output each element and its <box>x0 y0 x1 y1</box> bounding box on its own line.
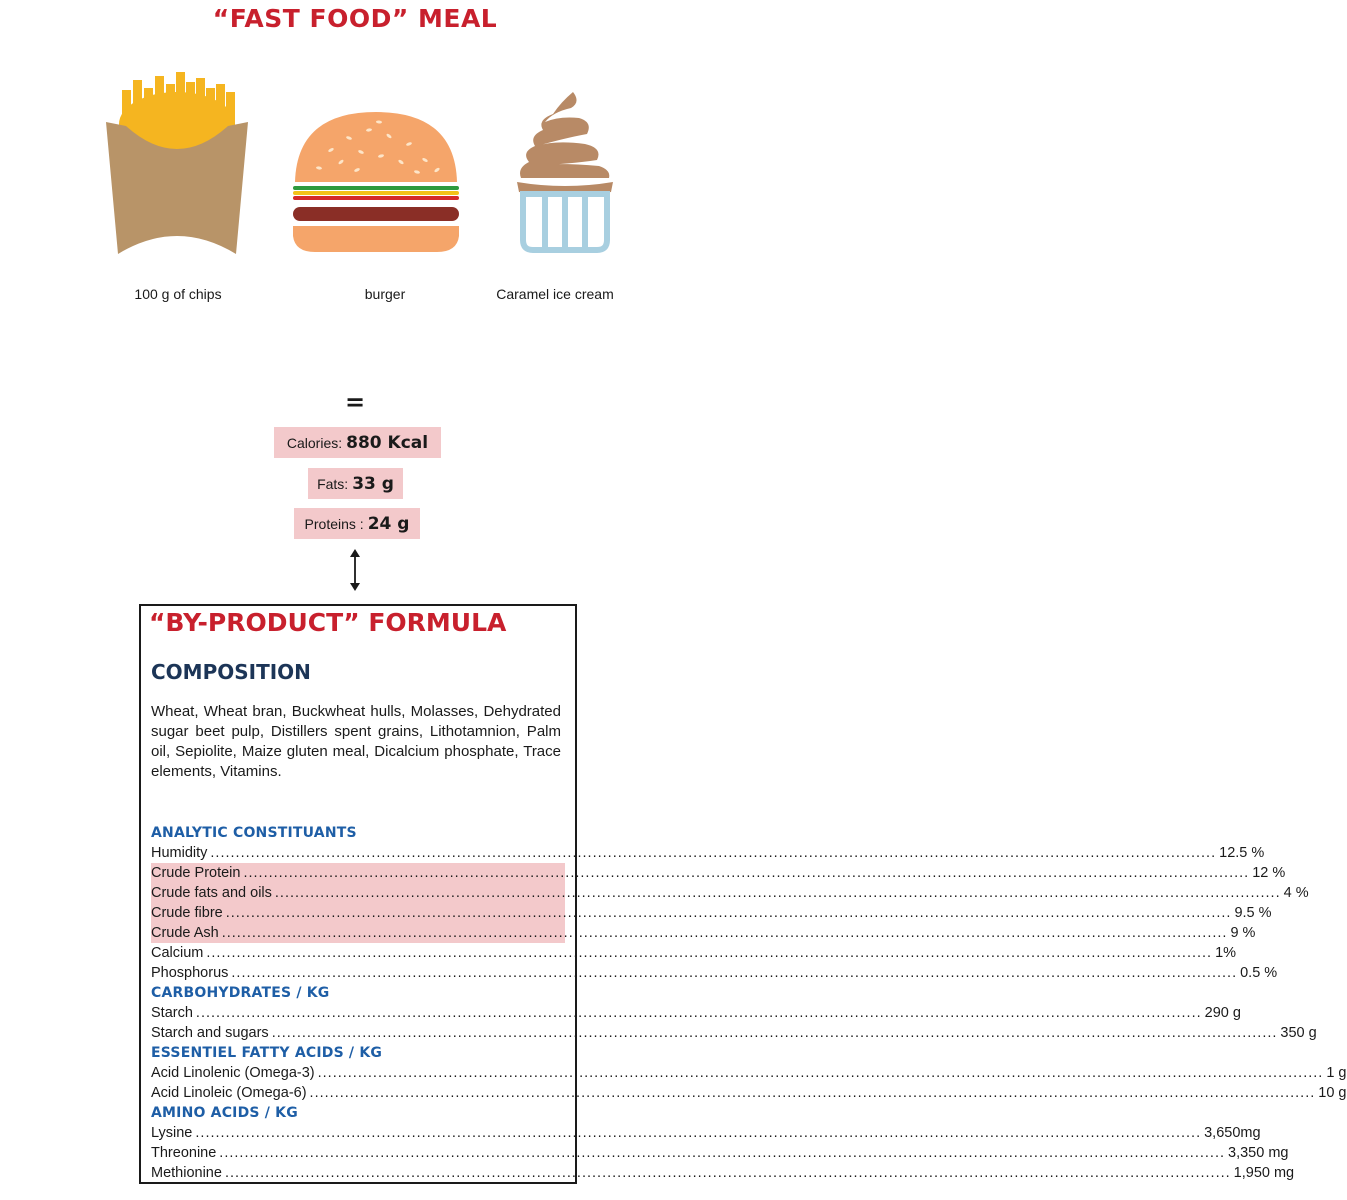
constituent-label: Threonine <box>151 1145 217 1161</box>
dot-leader: ........................................................................................................................................................................................................ <box>219 1145 1226 1161</box>
constituent-row <box>151 883 1309 903</box>
constituent-label: Acid Linolenic (Omega-3) <box>151 1065 315 1081</box>
constituent-label: Acid Linoleic (Omega-6) <box>151 1085 307 1101</box>
calories-label: Calories: <box>286 434 343 451</box>
dot-leader: ........................................................................................................................................................................................................ <box>274 885 1281 901</box>
constituent-value: 12.5 % <box>1219 845 1265 861</box>
constituent-label: Methionine <box>151 1165 222 1181</box>
constituent-label: Calcium <box>151 945 204 961</box>
dot-leader: ........................................................................................................................................................................................................ <box>231 965 1238 981</box>
constituent-row <box>151 1023 1317 1043</box>
dot-leader: ........................................................................................................................................................................................................ <box>210 845 1217 861</box>
constituent-value: 3,650mg <box>1204 1125 1261 1141</box>
equals-sign: = <box>344 388 366 416</box>
dot-leader: ........................................................................................................................................................................................................ <box>271 1025 1278 1041</box>
fries-icon <box>100 68 250 258</box>
burger-icon <box>291 110 461 255</box>
section-heading: CARBOHYDRATES / KG <box>151 985 330 1001</box>
double-arrow-icon <box>348 548 362 592</box>
constituent-row <box>151 963 1278 983</box>
constituent-row <box>151 843 1265 863</box>
section-heading: ANALYTIC CONSTITUANTS <box>151 825 357 841</box>
section-heading: AMINO ACIDS / KG <box>151 1105 298 1121</box>
proteins-value: 24 g <box>367 513 410 534</box>
food-label-ice-cream: Caramel ice cream <box>496 286 614 302</box>
constituent-label: Starch and sugars <box>151 1025 269 1041</box>
constituent-row <box>151 1143 1289 1163</box>
constituent-row <box>151 1063 1347 1083</box>
constituent-row <box>151 1123 1261 1143</box>
formula-title: “BY-PRODUCT” FORMULA <box>149 608 507 637</box>
ice-cream-icon <box>515 90 615 255</box>
dot-leader: ........................................................................................................................................................................................................ <box>195 1125 1202 1141</box>
fats-label: Fats: <box>317 475 349 492</box>
composition-text: Wheat, Wheat bran, Buckwheat hulls, Molasses, Dehydrated sugar beet pulp, Distillers spent grains, Lithotamnion, Palm oil, Sepiolite, Maize gluten meal, Dicalcium phosphate, Trace elements, Vitamins. <box>151 703 561 780</box>
fats-badge <box>308 468 403 499</box>
constituent-label: Crude Ash <box>151 925 219 941</box>
food-label-chips: 100 g of chips <box>134 286 222 302</box>
dot-leader: ........................................................................................................................................................................................................ <box>225 905 1232 921</box>
constituent-row <box>151 943 1237 963</box>
calories-value: 880 Kcal <box>346 432 429 453</box>
food-label-burger: burger <box>364 286 406 302</box>
constituent-value: 12 % <box>1252 865 1286 881</box>
constituent-row <box>151 863 1286 883</box>
constituent-row <box>151 1083 1347 1103</box>
constituent-value: 9 % <box>1230 925 1256 941</box>
constituent-row <box>151 923 1256 943</box>
constituent-label: Phosphorus <box>151 965 229 981</box>
constituent-value: 3,350 mg <box>1228 1145 1289 1161</box>
proteins-badge <box>294 508 420 539</box>
constituent-label: Crude fats and oils <box>151 885 272 901</box>
constituent-label: Crude Protein <box>151 865 241 881</box>
constituent-label: Starch <box>151 1005 193 1021</box>
constituent-value: 350 g <box>1280 1025 1317 1041</box>
constituent-label: Humidity <box>151 845 208 861</box>
constituent-value: 9.5 % <box>1234 905 1272 921</box>
dot-leader: ........................................................................................................................................................................................................ <box>206 945 1213 961</box>
constituent-row <box>151 1163 1295 1183</box>
constituent-label: Crude fibre <box>151 905 223 921</box>
dot-leader: ........................................................................................................................................................................................................ <box>224 1165 1231 1181</box>
composition-heading: COMPOSITION <box>151 660 311 684</box>
constituent-value: 1% <box>1215 945 1237 961</box>
constituent-value: 1,950 mg <box>1233 1165 1295 1181</box>
constituent-label: Lysine <box>151 1125 193 1141</box>
constituent-value: 10 g <box>1318 1085 1347 1101</box>
constituent-value: 4 % <box>1283 885 1309 901</box>
page-title: “FAST FOOD” MEAL <box>212 4 498 33</box>
dot-leader: ........................................................................................................................................................................................................ <box>221 925 1228 941</box>
constituent-row <box>151 1003 1241 1023</box>
fats-value: 33 g <box>352 473 394 494</box>
constituents-list <box>151 823 1347 1183</box>
constituent-value: 290 g <box>1204 1005 1241 1021</box>
constituent-row <box>151 903 1272 923</box>
constituent-value: 1 g <box>1326 1065 1347 1081</box>
section-heading: ESSENTIEL FATTY ACIDS / KG <box>151 1045 383 1061</box>
proteins-label: Proteins : <box>304 515 364 532</box>
constituent-value: 0.5 % <box>1240 965 1278 981</box>
dot-leader: ........................................................................................................................................................................................................ <box>195 1005 1202 1021</box>
dot-leader: ........................................................................................................................................................................................................ <box>243 865 1250 881</box>
dot-leader: ........................................................................................................................................................................................................ <box>317 1065 1324 1081</box>
calories-badge <box>274 427 441 458</box>
dot-leader: ........................................................................................................................................................................................................ <box>309 1085 1316 1101</box>
